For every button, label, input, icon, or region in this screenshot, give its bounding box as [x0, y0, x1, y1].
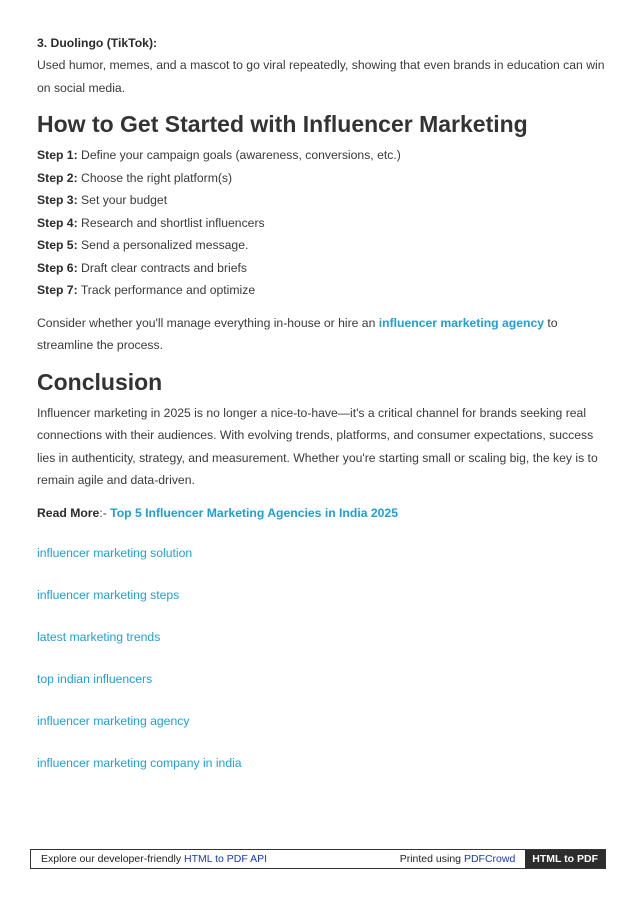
footer-pdfcrowd-link[interactable]: PDFCrowd	[463, 853, 516, 865]
step-text: Choose the right platform(s)	[81, 170, 233, 185]
conclusion-heading: Conclusion	[37, 368, 163, 395]
case-study-title: 3. Duolingo (TikTok):	[37, 36, 158, 50]
step-text: Set your budget	[81, 193, 168, 207]
read-more-link[interactable]: Top 5 Influencer Marketing Agencies in India 2025	[110, 505, 398, 520]
step-label: Step 3:	[37, 193, 78, 207]
step-item	[37, 212, 609, 235]
conclusion-text: Influencer marketing in 2025 is no longer a nice-to-have—it's a critical channel for brands seeking real connections with their audiences. With evolving trends, platforms, and consumer expectations, success lies in authenticity, strategy, and measurement. Whether you're starting small or scaling big, the key is to remain agile and data-driven.	[37, 405, 598, 487]
get-started-heading: How to Get Started with Influencer Marketing	[37, 111, 528, 137]
step-text: Research and shortlist influencers	[81, 215, 265, 230]
tag-link[interactable]: influencer marketing company in india	[37, 756, 242, 770]
pdfcrowd-footer	[30, 849, 606, 869]
step-item	[37, 189, 609, 212]
tag-link[interactable]: influencer marketing solution	[37, 546, 193, 560]
footer-printed	[400, 853, 526, 865]
footer-printed-text: Printed using	[399, 853, 462, 865]
tag-link[interactable]: influencer marketing agency	[37, 714, 190, 728]
step-text: Send a personalized message.	[81, 238, 249, 252]
article-content	[37, 32, 609, 794]
tag-link[interactable]: influencer marketing steps	[37, 588, 180, 602]
read-more-separator: :-	[99, 505, 107, 520]
tag-link[interactable]: latest marketing trends	[37, 630, 161, 644]
consider-text-before: Consider whether you'll manage everything in-house or hire an	[37, 315, 376, 330]
step-text: Track performance and optimize	[80, 283, 256, 297]
step-label: Step 1:	[37, 148, 78, 162]
step-label: Step 6:	[37, 260, 78, 275]
steps-list	[37, 144, 609, 302]
step-item	[37, 234, 609, 257]
read-more-label: Read More	[37, 505, 100, 520]
step-label: Step 4:	[37, 215, 78, 230]
consider-paragraph	[37, 312, 609, 357]
footer-explore-text: Explore our developer-friendly	[41, 853, 182, 865]
influencer-agency-link[interactable]: influencer marketing agency	[378, 315, 545, 330]
step-text: Draft clear contracts and briefs	[81, 260, 247, 275]
tag-link[interactable]: top indian influencers	[37, 672, 153, 686]
footer-html-to-pdf-badge[interactable]: HTML to PDF	[525, 850, 605, 868]
step-text: Define your campaign goals (awareness, conversions, etc.)	[81, 148, 401, 162]
step-item	[37, 144, 609, 167]
tag-links	[37, 542, 609, 775]
step-item	[37, 279, 609, 302]
footer-explore	[31, 853, 400, 865]
step-label: Step 5:	[37, 238, 78, 252]
footer-api-link[interactable]: HTML to PDF API	[184, 853, 268, 865]
case-study-text: Used humor, memes, and a mascot to go viral repeatedly, showing that even brands in education can win on social media.	[37, 58, 605, 95]
step-item	[37, 257, 609, 280]
step-item	[37, 167, 609, 190]
step-label: Step 7:	[37, 283, 78, 297]
step-label: Step 2:	[37, 170, 78, 185]
read-more	[37, 502, 609, 525]
consider-text-after: to streamline the process.	[37, 315, 558, 352]
